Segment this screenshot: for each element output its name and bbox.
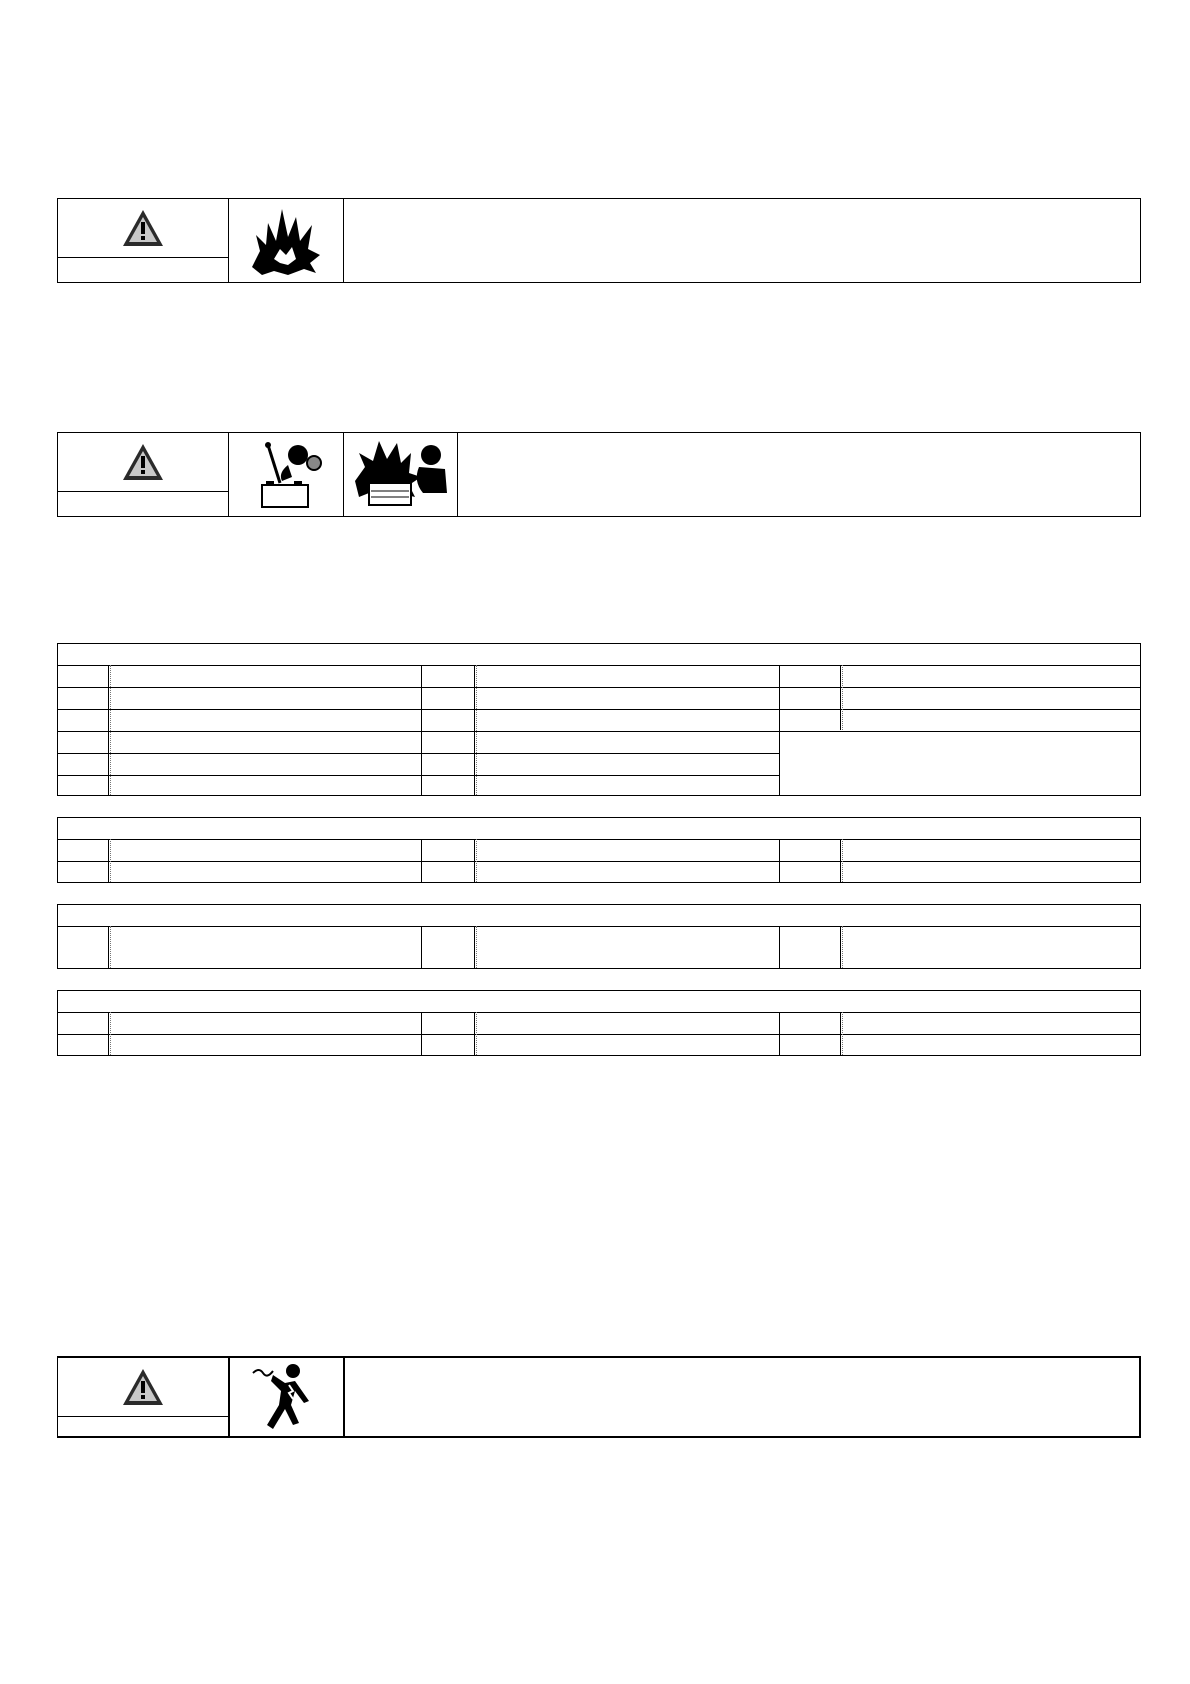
spec-table-4	[57, 990, 1141, 1056]
explosion-icon	[248, 205, 324, 277]
battery-explosion-pictogram	[344, 433, 457, 516]
spec-table-3	[57, 904, 1141, 969]
warning-triangle-icon	[121, 442, 165, 482]
warning-box-battery	[57, 432, 1141, 517]
spec-table-1	[57, 643, 1141, 796]
electric-shock-icon	[249, 1361, 325, 1433]
warning-header	[58, 199, 228, 257]
warning-header	[58, 1358, 228, 1416]
warning-triangle-icon	[121, 1367, 165, 1407]
warning-box-electric-shock	[57, 1356, 1141, 1438]
warning-triangle-icon	[121, 208, 165, 248]
battery-hazard-icon	[248, 437, 324, 513]
explosion-pictogram	[229, 199, 343, 282]
warning-box-explosion	[57, 198, 1141, 283]
battery-hazard-pictogram	[229, 433, 343, 516]
battery-explosion-icon	[351, 437, 451, 513]
spec-table-2	[57, 817, 1141, 883]
electric-shock-pictogram	[230, 1358, 343, 1436]
warning-header	[58, 433, 228, 491]
